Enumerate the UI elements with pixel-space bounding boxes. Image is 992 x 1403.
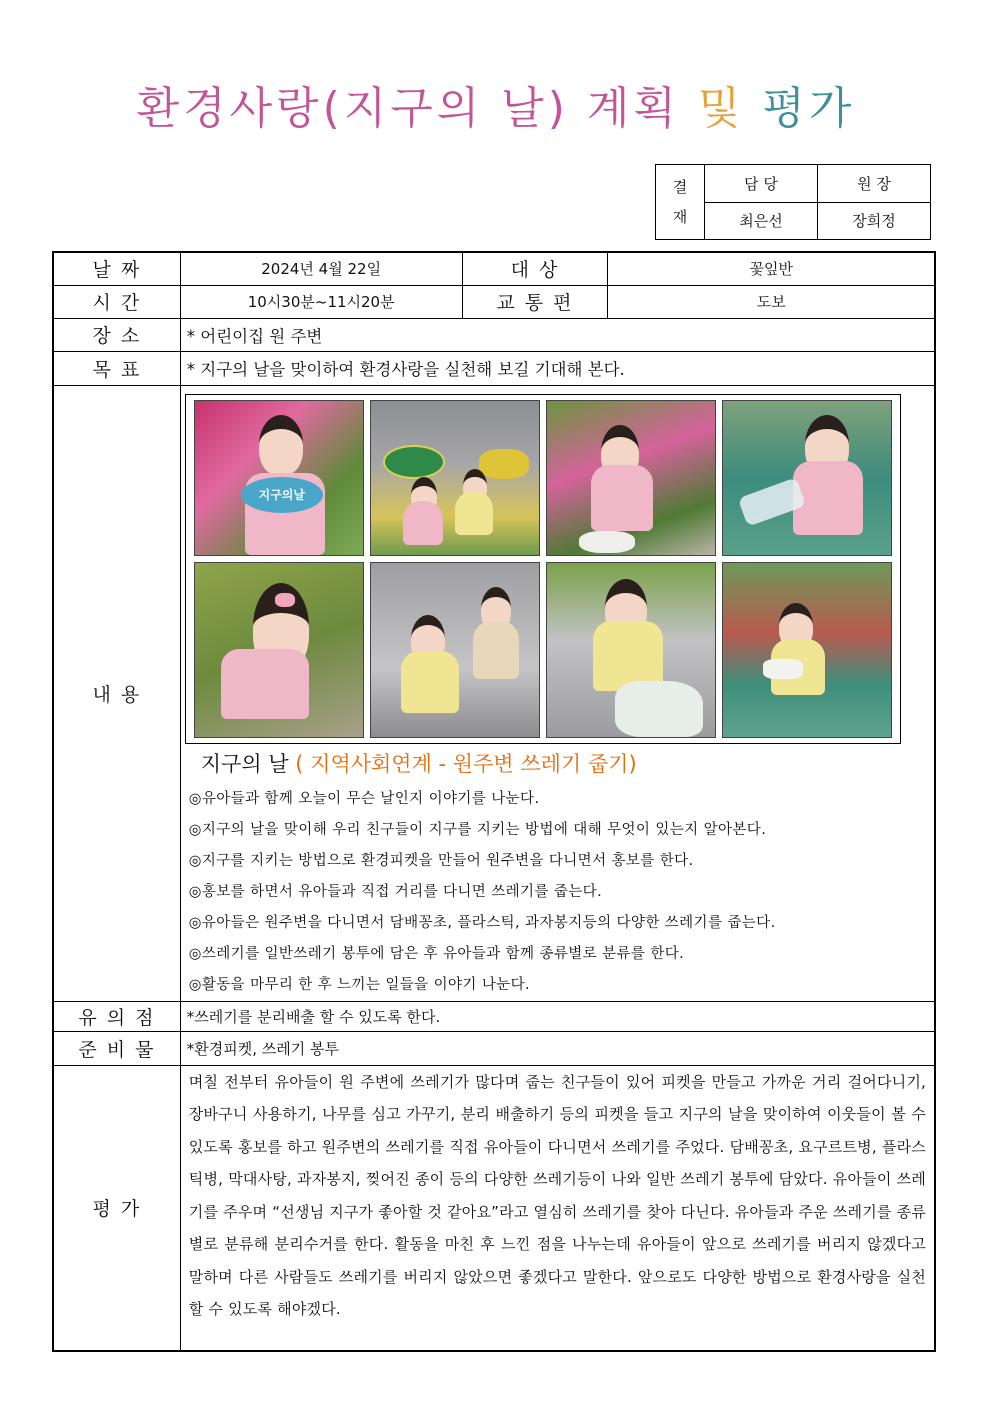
photo-girl-crouching (194, 562, 364, 738)
prep-value: *환경피켓, 쓰레기 봉투 (180, 1031, 935, 1065)
eval-text: 며칠 전부터 유아들이 원 주변에 쓰레기가 많다며 줍는 친구들이 있어 피켓을 만들고 가까운 거리 걸어다니기, 장바구니 사용하기, 나무를 심고 가꾸기, 분리 배출하기 등의 피켓을 들고 지구의 날을 맞이하여 이웃들이 볼 수 있도록 홍보를 하고 원주변의 쓰레기를 직접 유아들이 다니면서 쓰레기를 주었다. 담배꽁초, 요구르트병, 플라스틱병, 막대사탕, 과자봉지, 찢어진 종이 등의 다양한 쓰레기등이 나와 일반 쓰레기 봉투에 담았다. 유아들이 쓰레기를 주우며 “선생님 지구가 좋아할 것 같아요”라고 열심히 쓰레기를 찾아 다닌다. 유아들과 주운 쓰레기를 종류별로 분류해 분리수거를 한다. 활동을 마친 후 느낀 점을 나누는데 유아들이 앞으로 쓰레기를 버리지 않겠다고 말하며 다른 사람들도 쓰레기를 버리지 않았으면 좋겠다고 말한다. 앞으로도 다양한 방법으로 환경사랑을 실천할 수 있도록 해야겠다. (188, 1072, 926, 1318)
photo-group-walk (370, 400, 540, 556)
photo-boy-bottle (722, 400, 892, 556)
picket-sign: 지구의날 (241, 477, 323, 513)
photo-boy-trash (546, 562, 716, 738)
content-item: ◎홍보를 하면서 유아들과 직접 거리를 다니면 쓰레기를 줍는다. (188, 883, 603, 900)
transport-label: 교 통 편 (462, 285, 608, 318)
prep-label: 준 비 물 (53, 1031, 180, 1065)
approval-name-manager: 최은선 (705, 202, 818, 240)
goal-value: * 지구의 날을 맞이하여 환경사랑을 실천해 보길 기대해 본다. (180, 351, 935, 385)
target-value: 꽃잎반 (608, 252, 935, 285)
eval-label: 평 가 (53, 1065, 180, 1351)
content-item: ◎지구를 지키는 방법으로 환경피켓을 만들어 원주변을 다니면서 홍보를 한다. (188, 852, 694, 869)
plan-table (52, 251, 936, 1352)
content-item: ◎활동을 마무리 한 후 느끼는 일들을 이야기 나눈다. (188, 976, 531, 993)
photo-girl-collecting (546, 400, 716, 556)
approval-side-char-1: 결 (672, 178, 688, 196)
content-item: ◎지구의 날을 맞이해 우리 친구들이 지구를 지키는 방법에 대해 무엇이 있는지 알아본다. (188, 821, 767, 838)
approval-side-char-2: 재 (672, 208, 688, 226)
date-value: 2024년 4월 22일 (180, 252, 462, 285)
content-item: ◎유아들은 원주변을 다니면서 담배꽁초, 플라스틱, 과자봉지등의 다양한 쓰레기를 줍는다. (188, 914, 776, 931)
date-label: 날 짜 (53, 252, 180, 285)
time-value: 10시30분~11시20분 (180, 285, 462, 318)
goal-label: 목 표 (53, 351, 180, 385)
title-part-2: 및 (697, 83, 745, 134)
approval-box (655, 164, 931, 240)
photo-kids-walking (370, 562, 540, 738)
approval-header-manager: 담 당 (705, 165, 818, 203)
caution-value: *쓰레기를 분리배출 할 수 있도록 한다. (180, 1001, 935, 1031)
photo-girl-picket (194, 400, 364, 556)
content-title-sub: ( 지역사회연계 - 원주변 쓰레기 줍기) (295, 751, 637, 776)
target-label: 대 상 (462, 252, 608, 285)
page-title (0, 72, 992, 136)
photo-grid (185, 394, 901, 744)
content-label: 내 용 (53, 385, 180, 1001)
approval-header-director: 원 장 (818, 165, 931, 203)
approval-side-label (656, 165, 705, 240)
content-item: ◎유아들과 함께 오늘이 무슨 날인지 이야기를 나눈다. (188, 790, 540, 807)
eval-cell (180, 1065, 935, 1351)
content-title-main: 지구의 날 (200, 751, 296, 776)
approval-name-director: 장희정 (818, 202, 931, 240)
transport-value: 도보 (608, 285, 935, 318)
title-part-3: 평가 (744, 83, 856, 134)
place-label: 장 소 (53, 318, 180, 351)
place-value: * 어린이집 원 주변 (180, 318, 935, 351)
caution-label: 유 의 점 (53, 1001, 180, 1031)
photo-boy-playground (722, 562, 892, 738)
content-title (201, 748, 934, 778)
content-item: ◎쓰레기를 일반쓰레기 봉투에 담은 후 유아들과 함께 종류별로 분류를 한다. (188, 945, 685, 962)
title-part-1: 환경사랑(지구의 날) 계획 (136, 83, 698, 134)
content-cell (180, 385, 935, 1001)
time-label: 시 간 (53, 285, 180, 318)
